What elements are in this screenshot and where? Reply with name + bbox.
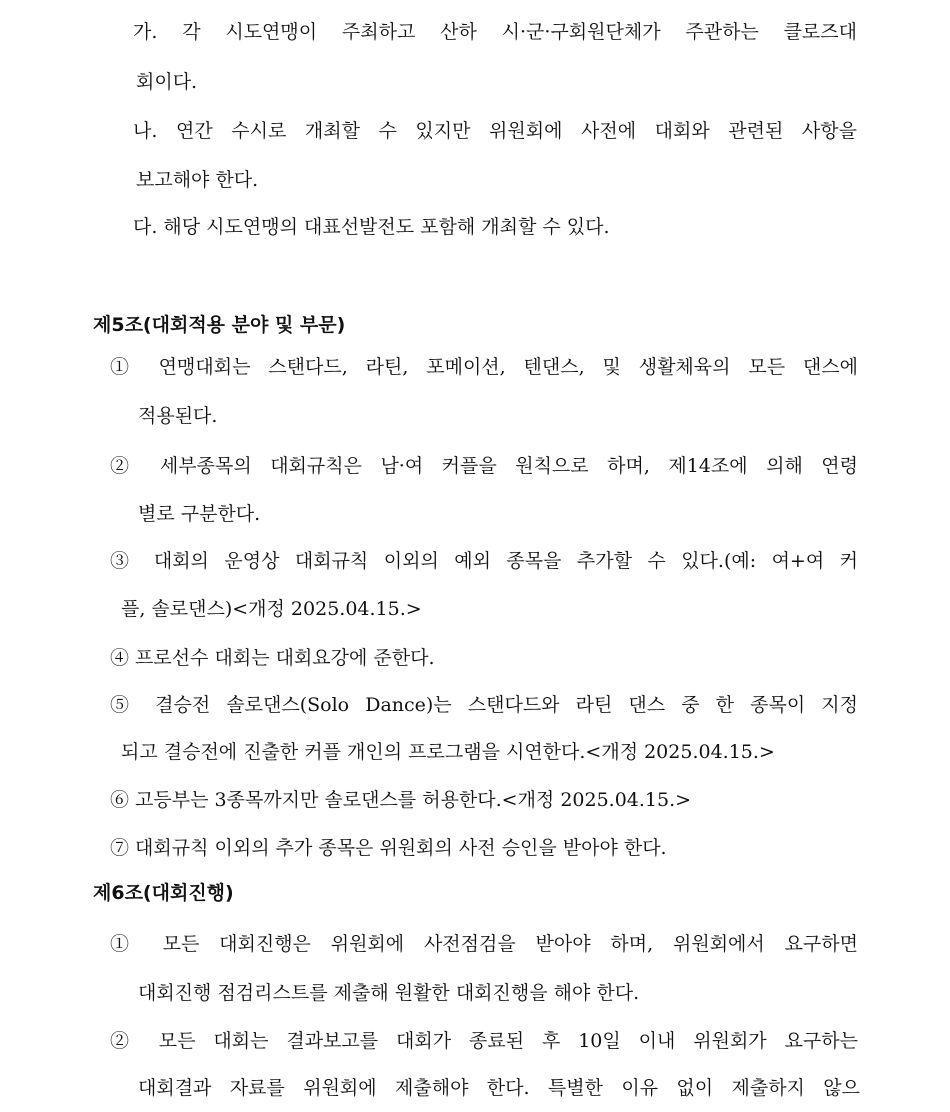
article5-p2-line2: 별로 구분한다. <box>138 503 261 525</box>
article5-p1-line1: ① 연맹대회는 스탠다드, 라틴, 포메이션, 텐댄스, 및 생활체육의 모든 댄스에 <box>110 356 858 378</box>
article5-p3-line1: ③ 대회의 운영상 대회규칙 이외의 예외 종목을 추가할 수 있다.(예: 여+여 커 <box>110 550 858 572</box>
article6-p2-line2: 대회결과 자료를 위원회에 제출해야 한다. 특별한 이유 없이 제출하지 않으 <box>138 1077 860 1099</box>
article5-p5-line1: ⑤ 결승전 솔로댄스(Solo Dance)는 스탠다드와 라틴 댄스 중 한 종목이 지정 <box>110 694 858 716</box>
article5-p7-line1: ⑦ 대회규칙 이외의 추가 종목은 위원회의 사전 승인을 받아야 한다. <box>110 837 667 859</box>
article6-p1-line1: ① 모든 대회진행은 위원회에 사전점검을 받아야 하며, 위원회에서 요구하면 <box>110 933 858 955</box>
item-ga-line1: 가. 각 시도연맹이 주최하고 산하 시·군·구회원단체가 주관하는 클로즈대 <box>133 21 857 43</box>
item-ga-line2: 회이다. <box>136 71 198 93</box>
item-na-line2: 보고해야 한다. <box>136 169 259 191</box>
article5-title: 제5조(대회적용 분야 및 부문) <box>93 314 346 336</box>
item-da-line1: 다. 해당 시도연맹의 대표선발전도 포함해 개최할 수 있다. <box>133 216 610 238</box>
item-na-line1: 나. 연간 수시로 개최할 수 있지만 위원회에 사전에 대회와 관련된 사항을 <box>133 120 857 142</box>
article6-title: 제6조(대회진행) <box>93 882 234 904</box>
article5-p5-line2: 되고 결승전에 진출한 커플 개인의 프로그램을 시연한다.<개정 2025.04.15.> <box>121 741 775 763</box>
article5-p6-line1: ⑥ 고등부는 3종목까지만 솔로댄스를 허용한다.<개정 2025.04.15.> <box>110 789 692 811</box>
article5-p1-line2: 적용된다. <box>138 405 218 427</box>
article6-p2-line1: ② 모든 대회는 결과보고를 대회가 종료된 후 10일 이내 위원회가 요구하는 <box>110 1030 858 1052</box>
article6-p1-line2: 대회진행 점검리스트를 제출해 원활한 대회진행을 해야 한다. <box>138 982 640 1004</box>
article5-p4-line1: ④ 프로선수 대회는 대회요강에 준한다. <box>110 647 435 669</box>
article5-p3-line2: 플, 솔로댄스)<개정 2025.04.15.> <box>121 598 422 620</box>
article5-p2-line1: ② 세부종목의 대회규칙은 남·여 커플을 원칙으로 하며, 제14조에 의해 연령 <box>110 455 858 477</box>
